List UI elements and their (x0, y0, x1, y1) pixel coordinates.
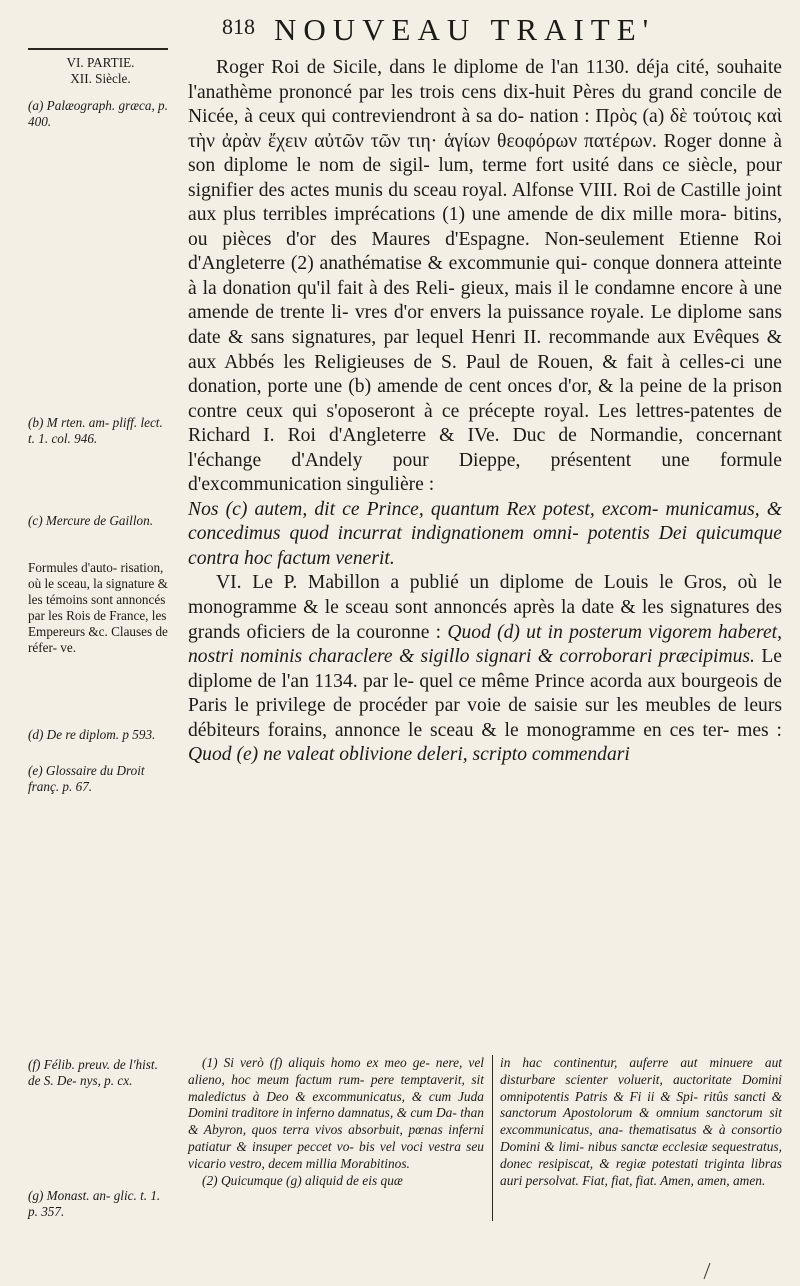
footnote-1: (1) Si verò (f) aliquis homo ex meo ge- nere, vel alieno, hoc meum factum rum- pere temptaverit, sit maledictus à Deo & excommunicatus, & cum Juda Domini traditore in inferno damnatus, & cum Da- than & Abyron, quos terra vivos absorbuit, pœnas inferni patiatur & insuper peccet vo- bis vel voci vestra seu vicario vestro, decem millia Morabitinos. (188, 1055, 484, 1171)
margin-rule (28, 48, 168, 50)
margin-note-d: (d) De re diplom. p 593. (28, 727, 156, 742)
footnote-left (188, 1055, 484, 1189)
paragraph-2-latin: Quod (d) ut in posterum vigorem haberet, nostri nominis characlere & sigillo signari & corroborari præcipimus. (188, 621, 782, 668)
margin-summary: Formules d'auto- risation, où le sceau, la signature & les témoins sont annoncés par les Rois de France, les Empereurs &c. Clauses de réfer- ve. (28, 560, 168, 655)
running-title: NOUVEAU TRAITE' (274, 12, 656, 47)
page-number: 818 (222, 14, 255, 39)
paragraph-2-latin2: Quod (e) ne valeat oblivione deleri, scripto commendari (188, 744, 630, 766)
margin-note-b: (b) M rten. am- pliff. lect. t. 1. col. 946. (28, 415, 163, 446)
footnote-right (500, 1055, 782, 1189)
century-label: XII. Siècle. (70, 71, 131, 86)
margin-note-f: (f) Félib. preuv. de l'hist. de S. De- nys, p. cx. (28, 1057, 158, 1088)
margin-part (28, 55, 173, 87)
page-slash-mark (703, 1262, 711, 1280)
paragraph-1: Roger Roi de Sicile, dans le diplome de l'an 1130. déja cité, souhaite l'anathème prononcé par les trois cens dix-huit Pères du grand concile de Nicée, à ceux qui contreviendront à sa do- nation : Πρὸς (a) δὲ τούτοις καὶ τὴν ἀρὰν ἔχειν αὐτῶν τῶν τιη· ἁγίων θεοφόρων πατέρων. Roger donne à son diplome le nom de sigil- lum, terme fort usité dans ce siècle, pour signifier des actes munis du sceau royal. Alfonse VIII. Roi de Castille joint aux plus terribles imprécations (1) une amende de dix mille mora- bitins, ou pièces d'or des Maures d'Espagne. Non-seulement Etienne Roi d'Angleterre (2) anathématise & excommunie qui- conque donnera atteinte à la donation qu'il fait à des Reli- gieux, mais il le condamne encore à une amende de trente li- vres d'or envers la puissance royale. Le diplome sans date & sans signatures, par lequel Henri II. recommande aux Evêques & aux Abbés les Religieuses de S. Paul de Rouen, & fait à celles-ci une donation, porte une (b) amende de cent onces d'or, & la peine de la prison contre ceux qui s'oposeront à ce précepte royal. Les lettres-patentes de Richard I. Roi d'Angleterre & IVe. Duc de Normandie, concernant l'échange d'Andely pour Dieppe, présentent une formule d'excommunication singulière : (188, 57, 782, 496)
footnote-1-cont: in hac continentur, auferre aut minuere aut disturbare scienter voluerit, auctoritate Domini omnipotentis Patris & Fi ii & Spi- ritûs sancti & sanctorum Apostolorum & omnium sanctorum sit excommunicatus, ana- thematisatus & à consortio Domini & limi- nibus sanctæ ecclesiæ sequestratus, donec resipiscat, & regiæ potestati triginta libras auri persolvat. Fiat, fiat, fiat. Amen, amen, amen. (500, 1055, 782, 1188)
paragraph-2-text: VI. Le P. Mabillon a publié un diplome de Louis le Gros, où le monogramme & le sceau sont annoncés après la date & les signatures des grands oficiers de la couronne : (188, 572, 782, 643)
margin-note-c: (c) Mercure de Gaillon. (28, 513, 153, 528)
main-text (188, 56, 782, 768)
margin-note-e: (e) Glossaire du Droit franç. p. 67. (28, 763, 145, 794)
paragraph-2 (188, 571, 782, 767)
paragraph-2-end: Le diplome de l'an 1134. par le- quel ce même Prince acorda aux bourgeois de Paris le privilege de procéder par voie de saisie sur les meubles de leurs débiteurs forains, annonce le sceau & le monogramme en ces ter- mes : (188, 646, 782, 741)
paragraph-1-latin: Nos (c) autem, dit ce Prince, quantum Rex potest, excom- municamus, & concedimus quod incurrat indignationem omni- potentis Dei quicumque contra hoc factum venerit. (188, 498, 782, 569)
margin-note-a: (a) Palæograph. græca, p. 400. (28, 98, 168, 129)
footnote-divider (492, 1055, 493, 1221)
part-label: VI. PARTIE. (66, 55, 135, 70)
margin-note-g: (g) Monast. an- glic. t. 1. p. 357. (28, 1188, 161, 1219)
footnote-2: (2) Quicumque (g) aliquid de eis quæ (202, 1172, 403, 1188)
